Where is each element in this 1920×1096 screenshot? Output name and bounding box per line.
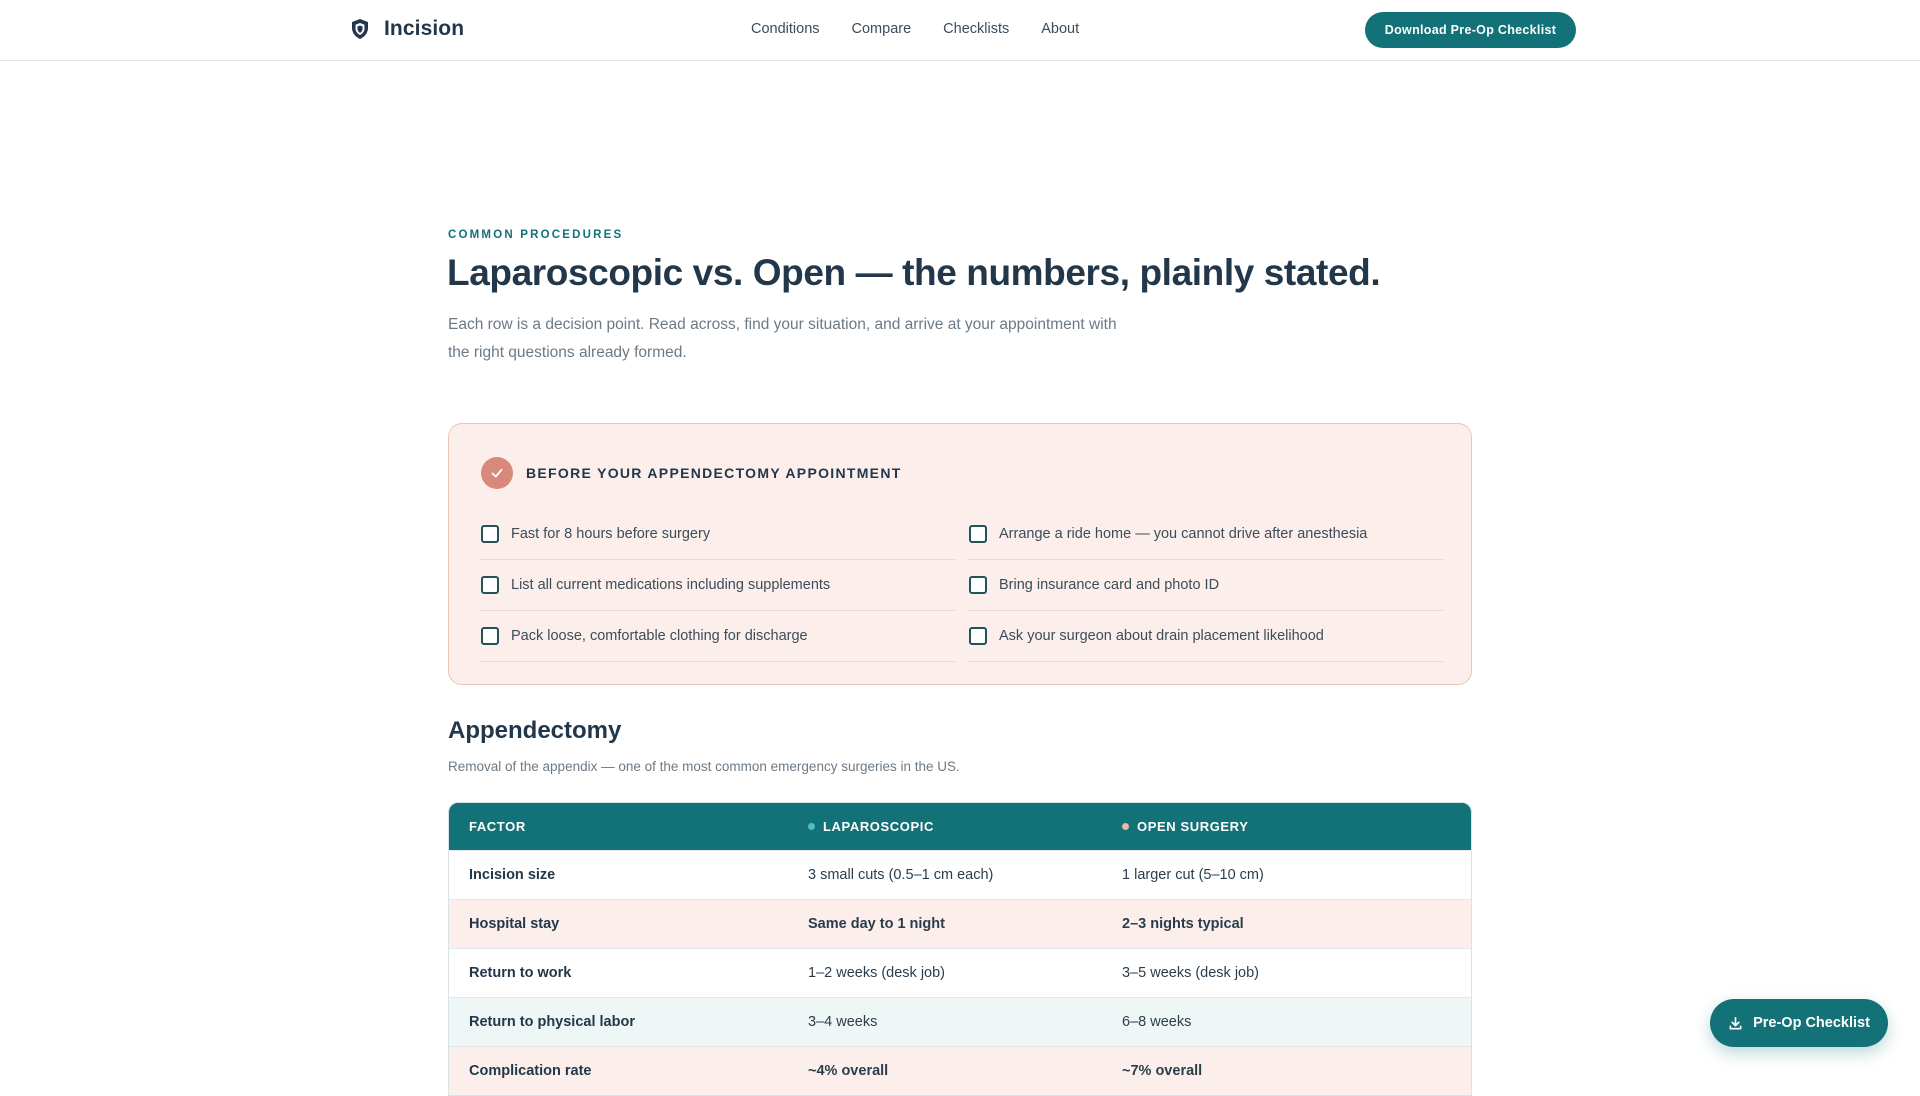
checkbox[interactable] bbox=[969, 627, 987, 645]
table-row bbox=[449, 948, 1471, 997]
table-cell-factor: Return to work bbox=[469, 965, 572, 981]
checklist-item-label: Ask your surgeon about drain placement likelihood bbox=[999, 628, 1324, 644]
table-cell-laparoscopic: 3–4 weeks bbox=[808, 1014, 878, 1030]
column-header-factor: FACTOR bbox=[469, 819, 526, 834]
table-cell-open-surgery: 6–8 weeks bbox=[1122, 1014, 1192, 1030]
checklist-item-label: List all current medications including supplements bbox=[511, 577, 831, 593]
checklist-item-label: Bring insurance card and photo ID bbox=[999, 577, 1220, 593]
checkmark-icon bbox=[490, 466, 504, 480]
brand-name: Incision bbox=[384, 17, 465, 40]
checklist-item-clothing[interactable] bbox=[479, 611, 955, 662]
procedure-subtitle: Removal of the appendix — one of the most common emergency surgeries in the US. bbox=[448, 759, 960, 774]
checklist-item-label: Pack loose, comfortable clothing for discharge bbox=[511, 628, 808, 644]
table-cell-laparoscopic: 1–2 weeks (desk job) bbox=[808, 965, 946, 981]
nav-link-compare[interactable]: Compare bbox=[851, 21, 912, 37]
table-row bbox=[449, 1046, 1471, 1095]
table-cell-laparoscopic: 3 small cuts (0.5–1 cm each) bbox=[808, 867, 994, 883]
checklist-items bbox=[479, 509, 1443, 662]
checklist-item-label: Arrange a ride home — you cannot drive after anesthesia bbox=[999, 526, 1368, 542]
laparoscopic-dot-icon bbox=[808, 823, 815, 830]
checklist-item-label: Fast for 8 hours before surgery bbox=[511, 526, 711, 542]
table-header bbox=[449, 803, 1471, 850]
pre-op-checklist-fab-button[interactable] bbox=[1710, 999, 1888, 1047]
fab-label: Pre-Op Checklist bbox=[1753, 1015, 1870, 1031]
table-cell-laparoscopic: ~4% overall bbox=[808, 1063, 889, 1079]
table-cell-factor: Hospital stay bbox=[469, 916, 560, 932]
nav-link-checklists[interactable]: Checklists bbox=[943, 21, 1010, 37]
table-cell-open-surgery: 2–3 nights typical bbox=[1122, 916, 1244, 932]
checklist-item-drain[interactable] bbox=[967, 611, 1443, 662]
checklist-item-ride-home[interactable] bbox=[967, 509, 1443, 560]
checklist-item-insurance[interactable] bbox=[967, 560, 1443, 611]
section-eyebrow: COMMON PROCEDURES bbox=[448, 229, 624, 241]
table-cell-open-surgery: 3–5 weeks (desk job) bbox=[1122, 965, 1260, 981]
download-pre-op-checklist-button[interactable]: Download Pre-Op Checklist bbox=[1365, 12, 1576, 48]
brand-logo-link[interactable] bbox=[350, 17, 464, 41]
table-cell-laparoscopic: Same day to 1 night bbox=[808, 916, 945, 932]
table-row bbox=[449, 899, 1471, 948]
table-cell-factor: Incision size bbox=[469, 867, 556, 883]
checkbox[interactable] bbox=[481, 525, 499, 543]
comparison-table bbox=[448, 802, 1472, 1096]
checkmark-badge-icon bbox=[481, 457, 513, 489]
procedure-title: Appendectomy bbox=[448, 717, 622, 744]
checkbox[interactable] bbox=[481, 627, 499, 645]
table-cell-factor: Return to physical labor bbox=[469, 1014, 635, 1030]
main-nav bbox=[751, 21, 1079, 37]
checkbox[interactable] bbox=[481, 576, 499, 594]
open-surgery-dot-icon bbox=[1122, 823, 1129, 830]
page-title: Laparoscopic vs. Open — the numbers, plainly stated. bbox=[447, 252, 1381, 293]
column-header-laparoscopic bbox=[808, 819, 1122, 834]
checklist-item-medications[interactable] bbox=[479, 560, 955, 611]
checklist-item-fast[interactable] bbox=[479, 509, 955, 560]
table-cell-open-surgery: ~7% overall bbox=[1122, 1063, 1203, 1079]
download-icon bbox=[1728, 1016, 1743, 1031]
shield-icon bbox=[350, 18, 370, 40]
table-cell-factor: Complication rate bbox=[469, 1063, 592, 1079]
page-lead: Each row is a decision point. Read across, find your situation, and arrive at your appointment with the right questions already formed. bbox=[448, 316, 1117, 361]
column-header-label: LAPAROSCOPIC bbox=[823, 819, 934, 834]
checkbox[interactable] bbox=[969, 525, 987, 543]
nav-link-conditions[interactable]: Conditions bbox=[751, 21, 820, 37]
table-row bbox=[449, 997, 1471, 1046]
checkbox[interactable] bbox=[969, 576, 987, 594]
pre-op-checklist-card bbox=[448, 423, 1472, 685]
table-row bbox=[449, 850, 1471, 899]
column-header-open-surgery bbox=[1122, 819, 1471, 834]
nav-link-about[interactable]: About bbox=[1041, 21, 1080, 37]
top-navbar bbox=[0, 0, 1920, 61]
table-cell-open-surgery: 1 larger cut (5–10 cm) bbox=[1122, 867, 1264, 883]
column-header-label: OPEN SURGERY bbox=[1137, 819, 1249, 834]
checklist-heading: BEFORE YOUR APPENDECTOMY APPOINTMENT bbox=[526, 465, 902, 481]
